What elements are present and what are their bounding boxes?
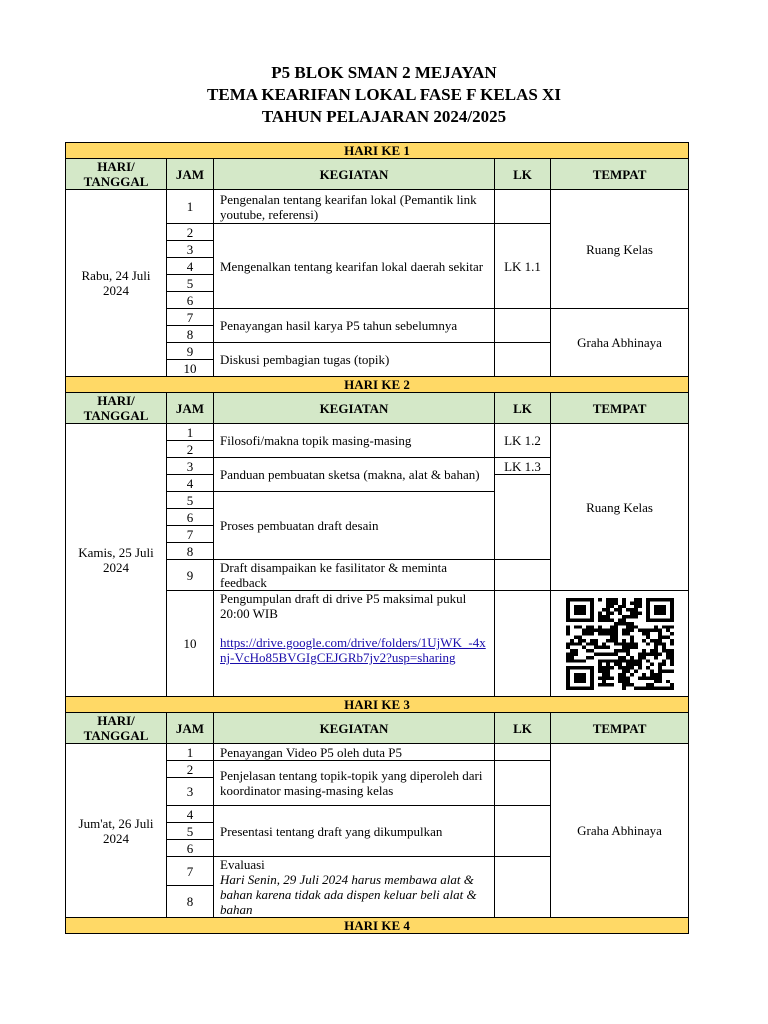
- day-label: HARI KE 1: [66, 143, 689, 159]
- lk-cell: LK 1.1: [495, 224, 551, 309]
- activity-text: Pengenalan tentang kearifan lokal (Pemantik link youtube, referensi): [214, 190, 495, 224]
- lk-cell: [495, 591, 551, 697]
- lk-cell: [495, 857, 551, 918]
- jam-cell: 2: [167, 441, 214, 458]
- header-hari-tanggal: HARI/ TANGGAL: [66, 159, 167, 190]
- activity-text: Filosofi/makna topik masing-masing: [214, 424, 495, 458]
- column-header-row: [66, 393, 689, 424]
- jam-cell: 1: [167, 424, 214, 441]
- header-jam: JAM: [167, 159, 214, 190]
- table-row: [66, 424, 689, 441]
- day-date: Rabu, 24 Juli 2024: [66, 190, 167, 377]
- evaluation-note: Hari Senin, 29 Juli 2024 harus membawa alat & bahan karena tidak ada dispen keluar beli alat & bahan: [220, 872, 477, 917]
- jam-cell: 7: [167, 526, 214, 543]
- jam-cell: 1: [167, 190, 214, 224]
- activity-text: Penayangan Video P5 oleh duta P5: [214, 744, 495, 761]
- jam-cell: 5: [167, 275, 214, 292]
- lk-cell: LK 1.3: [495, 458, 551, 475]
- lk-cell: [495, 744, 551, 761]
- day-header-row: [66, 918, 689, 934]
- jam-cell: 4: [167, 258, 214, 275]
- day-label: HARI KE 4: [66, 918, 689, 934]
- jam-cell: 5: [167, 492, 214, 509]
- header-jam: JAM: [167, 393, 214, 424]
- activity-text: Evaluasi: [220, 857, 265, 872]
- header-kegiatan: KEGIATAN: [214, 393, 495, 424]
- lk-cell: [495, 806, 551, 857]
- jam-cell: 10: [167, 360, 214, 377]
- header-kegiatan: KEGIATAN: [214, 713, 495, 744]
- activity-text: Presentasi tentang draft yang dikumpulkan: [214, 806, 495, 857]
- jam-cell: 6: [167, 509, 214, 526]
- lk-cell: [495, 309, 551, 343]
- day-header-row: [66, 377, 689, 393]
- jam-cell: 4: [167, 475, 214, 492]
- jam-cell: 8: [167, 543, 214, 560]
- activity-text: Penjelasan tentang topik-topik yang diperoleh dari koordinator masing-masing kelas: [214, 761, 495, 806]
- day-date: Kamis, 25 Juli 2024: [66, 424, 167, 697]
- place-cell: Graha Abhinaya: [551, 309, 689, 377]
- header-lk: LK: [495, 393, 551, 424]
- activity-text: Diskusi pembagian tugas (topik): [214, 343, 495, 377]
- header-hari-tanggal: HARI/ TANGGAL: [66, 713, 167, 744]
- place-cell: Ruang Kelas: [551, 190, 689, 309]
- day-label: HARI KE 2: [66, 377, 689, 393]
- schedule-table: [65, 142, 689, 934]
- jam-cell: 6: [167, 292, 214, 309]
- header-lk: LK: [495, 159, 551, 190]
- header-lk: LK: [495, 713, 551, 744]
- day-label: HARI KE 3: [66, 697, 689, 713]
- header-tempat: TEMPAT: [551, 159, 689, 190]
- jam-cell: 10: [167, 591, 214, 697]
- jam-cell: 9: [167, 343, 214, 360]
- activity-text: Mengenalkan tentang kearifan lokal daerah sekitar: [214, 224, 495, 309]
- table-row: [66, 744, 689, 761]
- page-title-line-1: P5 BLOK SMAN 2 MEJAYAN: [271, 63, 497, 82]
- jam-cell: 3: [167, 778, 214, 806]
- header-hari-tanggal: HARI/ TANGGAL: [66, 393, 167, 424]
- jam-cell: 4: [167, 806, 214, 823]
- drive-link[interactable]: https://drive.google.com/drive/folders/1UjWK_-4xnj-VcHo85BVGIgCEJGRb7jv2?usp=sharing: [220, 635, 486, 665]
- jam-cell: 1: [167, 744, 214, 761]
- day-header-row: [66, 697, 689, 713]
- header-kegiatan: KEGIATAN: [214, 159, 495, 190]
- activity-text: Pengumpulan draft di drive P5 maksimal pukul 20:00 WIB: [220, 591, 467, 621]
- jam-cell: 6: [167, 840, 214, 857]
- activity-text: Draft disampaikan ke fasilitator & meminta feedback: [214, 560, 495, 591]
- jam-cell: 3: [167, 241, 214, 258]
- activity-text: Proses pembuatan draft desain: [214, 492, 495, 560]
- header-jam: JAM: [167, 713, 214, 744]
- activity-text: Penayangan hasil karya P5 tahun sebelumnya: [214, 309, 495, 343]
- jam-cell: 7: [167, 309, 214, 326]
- lk-cell: [495, 343, 551, 377]
- jam-cell: 8: [167, 326, 214, 343]
- column-header-row: [66, 159, 689, 190]
- header-tempat: TEMPAT: [551, 393, 689, 424]
- jam-cell: 2: [167, 761, 214, 778]
- page-title-line-2: TEMA KEARIFAN LOKAL FASE F KELAS XI: [207, 85, 561, 104]
- jam-cell: 2: [167, 224, 214, 241]
- header-tempat: TEMPAT: [551, 713, 689, 744]
- qr-code-icon: [566, 598, 674, 690]
- jam-cell: 5: [167, 823, 214, 840]
- jam-cell: 3: [167, 458, 214, 475]
- table-row: [66, 190, 689, 224]
- jam-cell: 9: [167, 560, 214, 591]
- jam-cell: 7: [167, 857, 214, 886]
- lk-cell: [495, 560, 551, 591]
- lk-cell: [495, 190, 551, 224]
- activity-cell: [214, 857, 495, 918]
- page-title-line-3: TAHUN PELAJARAN 2024/2025: [261, 107, 507, 126]
- activity-text: Panduan pembuatan sketsa (makna, alat & bahan): [214, 458, 495, 492]
- place-cell: Ruang Kelas: [551, 424, 689, 591]
- qr-cell: [551, 591, 689, 697]
- day-header-row: [66, 143, 689, 159]
- place-cell: Graha Abhinaya: [551, 744, 689, 918]
- lk-cell: LK 1.2: [495, 424, 551, 458]
- jam-cell: 8: [167, 886, 214, 918]
- day-date: Jum'at, 26 Juli 2024: [66, 744, 167, 918]
- lk-cell: [495, 475, 551, 560]
- activity-cell: [214, 591, 495, 697]
- lk-cell: [495, 761, 551, 806]
- column-header-row: [66, 713, 689, 744]
